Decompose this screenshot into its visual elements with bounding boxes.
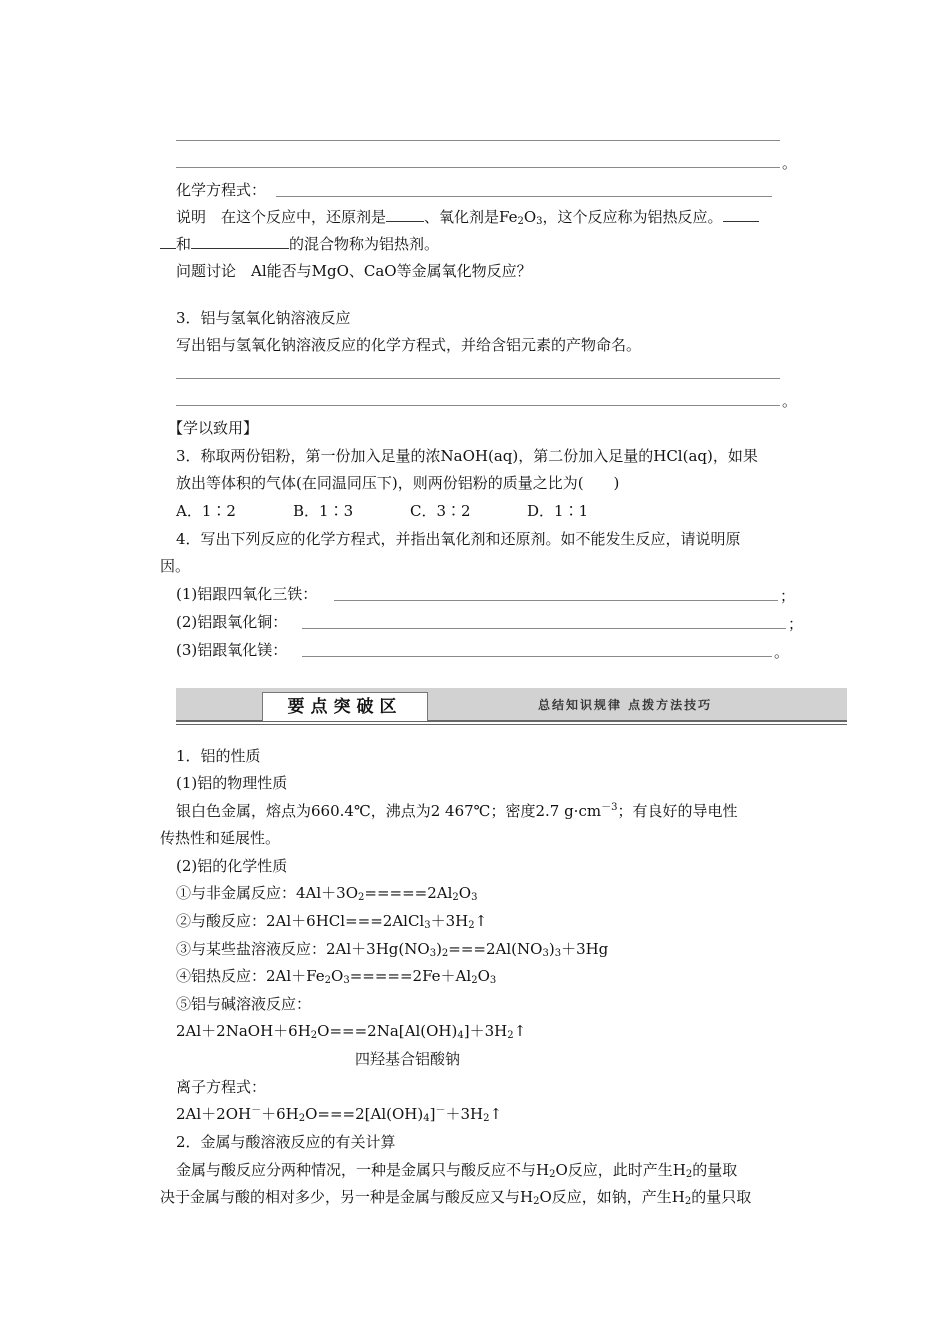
answer-line[interactable] [176, 140, 780, 141]
period-mark: 。 [774, 643, 790, 661]
option-c[interactable]: C．3∶2 [410, 502, 471, 520]
key-subsection-physical: (1)铝的物理性质 [176, 774, 288, 792]
banner-slogan: 总结知识规律 点拨方法技巧 [538, 698, 713, 712]
question-4-line-1: 4．写出下列反应的化学方程式，并指出氧化剂和还原剂。如不能发生反应，请说明原 [176, 530, 741, 548]
section-prompt: 写出铝与氢氧化钠溶液反应的化学方程式，并给含铝元素的产物命名。 [176, 336, 642, 354]
q4-item-1: (1)铝跟四氧化三铁： [176, 585, 318, 603]
reaction-5-equation: $2Al+2NaOH+6H_2O===2Na[Al(OH)_4]+3H_2↑$ [176, 1022, 527, 1041]
section-title: 3．铝与氢氧化钠溶液反应 [176, 309, 351, 327]
question-4-line-2: 因。 [160, 557, 191, 575]
q4-item-2: (2)铝跟氧化铜： [176, 613, 288, 631]
period-mark: 。 [782, 154, 798, 172]
reducer-blank[interactable] [386, 207, 424, 222]
equation-label-line [176, 180, 266, 200]
answer-line[interactable] [176, 378, 780, 379]
answer-line[interactable] [176, 167, 780, 168]
option-d[interactable]: D．1∶1 [527, 502, 589, 520]
physical-line-1: 银白色金属，熔点为660.4℃，沸点为2 467℃；密度2.7 $g\cdot cm^{-3}$；有良好的导电性 [176, 802, 738, 820]
q4-answer-line-1[interactable] [334, 600, 778, 601]
ionic-equation-label: 离子方程式： [176, 1078, 267, 1096]
product-name: 四羟基合铝酸钠 [355, 1050, 461, 1068]
period-mark: 。 [782, 392, 798, 410]
reaction-3: ③与某些盐溶液反应：$2Al+3Hg(NO_3)_2===2Al(NO_3)_3+3Hg$ [176, 940, 609, 959]
q4-item-3: (3)铝跟氧化镁： [176, 641, 288, 659]
thermite-blank-1a[interactable] [723, 207, 759, 222]
question-3-line-1: 3．称取两份铝粉，第一份加入足量的浓NaOH(aq)，第二份加入足量的HCl(aq)，如果 [176, 447, 758, 465]
option-a[interactable]: A．1∶2 [176, 502, 236, 520]
answer-line[interactable] [176, 405, 780, 406]
reaction-1: ①与非金属反应：$4Al+3O_2=====2Al_2O_3$ [176, 884, 478, 903]
physical-line-2: 传热性和延展性。 [160, 829, 281, 847]
key-section-2: 2．金属与酸溶液反应的有关计算 [176, 1133, 396, 1151]
reaction-4: ④铝热反应：$2Al+Fe_2O_3=====2Fe+Al_2O_3$ [176, 967, 497, 986]
paragraph-line-1: 金属与酸反应分两种情况，一种是金属只与酸反应不与$H_2O$反应，此时产生$H_2$的量取 [176, 1161, 738, 1180]
q4-answer-line-3[interactable] [302, 656, 772, 657]
thermite-blank-1b[interactable] [160, 234, 176, 249]
semicolon-mark: ； [788, 615, 804, 633]
key-subsection-chemical: (2)铝的化学性质 [176, 857, 288, 875]
note-line: 说明 在这个反应中，还原剂是 、氧化剂是$Fe_2O_3$，这个反应称为铝热反应。 [176, 207, 759, 227]
note-line-2: 和 的混合物称为铝热剂。 [160, 234, 439, 254]
key-section-1: 1．铝的性质 [176, 747, 261, 765]
banner-title: 要点突破区 [262, 692, 428, 721]
semicolon-mark: ； [780, 587, 796, 605]
discussion-line: 问题讨论 Al能否与MgO、CaO等金属氧化物反应？ [176, 262, 532, 280]
equation-label: 化学方程式： [176, 181, 267, 199]
q4-answer-line-2[interactable] [302, 628, 786, 629]
thermite-blank-2[interactable] [191, 234, 289, 249]
ionic-equation: $2Al+2OH^-+6H_2O===2[Al(OH)_4]^-+3H_2↑$ [176, 1105, 503, 1124]
question-3-line-2: 放出等体积的气体(在同温同压下)，则两份铝粉的质量之比为( ) [176, 474, 620, 492]
section-banner [176, 688, 847, 726]
equation-answer-line[interactable] [276, 196, 772, 197]
reaction-2: ②与酸反应：$2Al+6HCl===2AlCl_3+3H_2↑$ [176, 912, 488, 931]
paragraph-line-2: 决于金属与酸的相对多少，另一种是金属与酸反应又与$H_2O$反应，如钠，产生$H_2$的量只取 [160, 1188, 752, 1207]
apply-header: 【学以致用】 [168, 419, 259, 437]
option-b[interactable]: B．1∶3 [293, 502, 354, 520]
reaction-5-label: ⑤铝与碱溶液反应： [176, 995, 312, 1013]
